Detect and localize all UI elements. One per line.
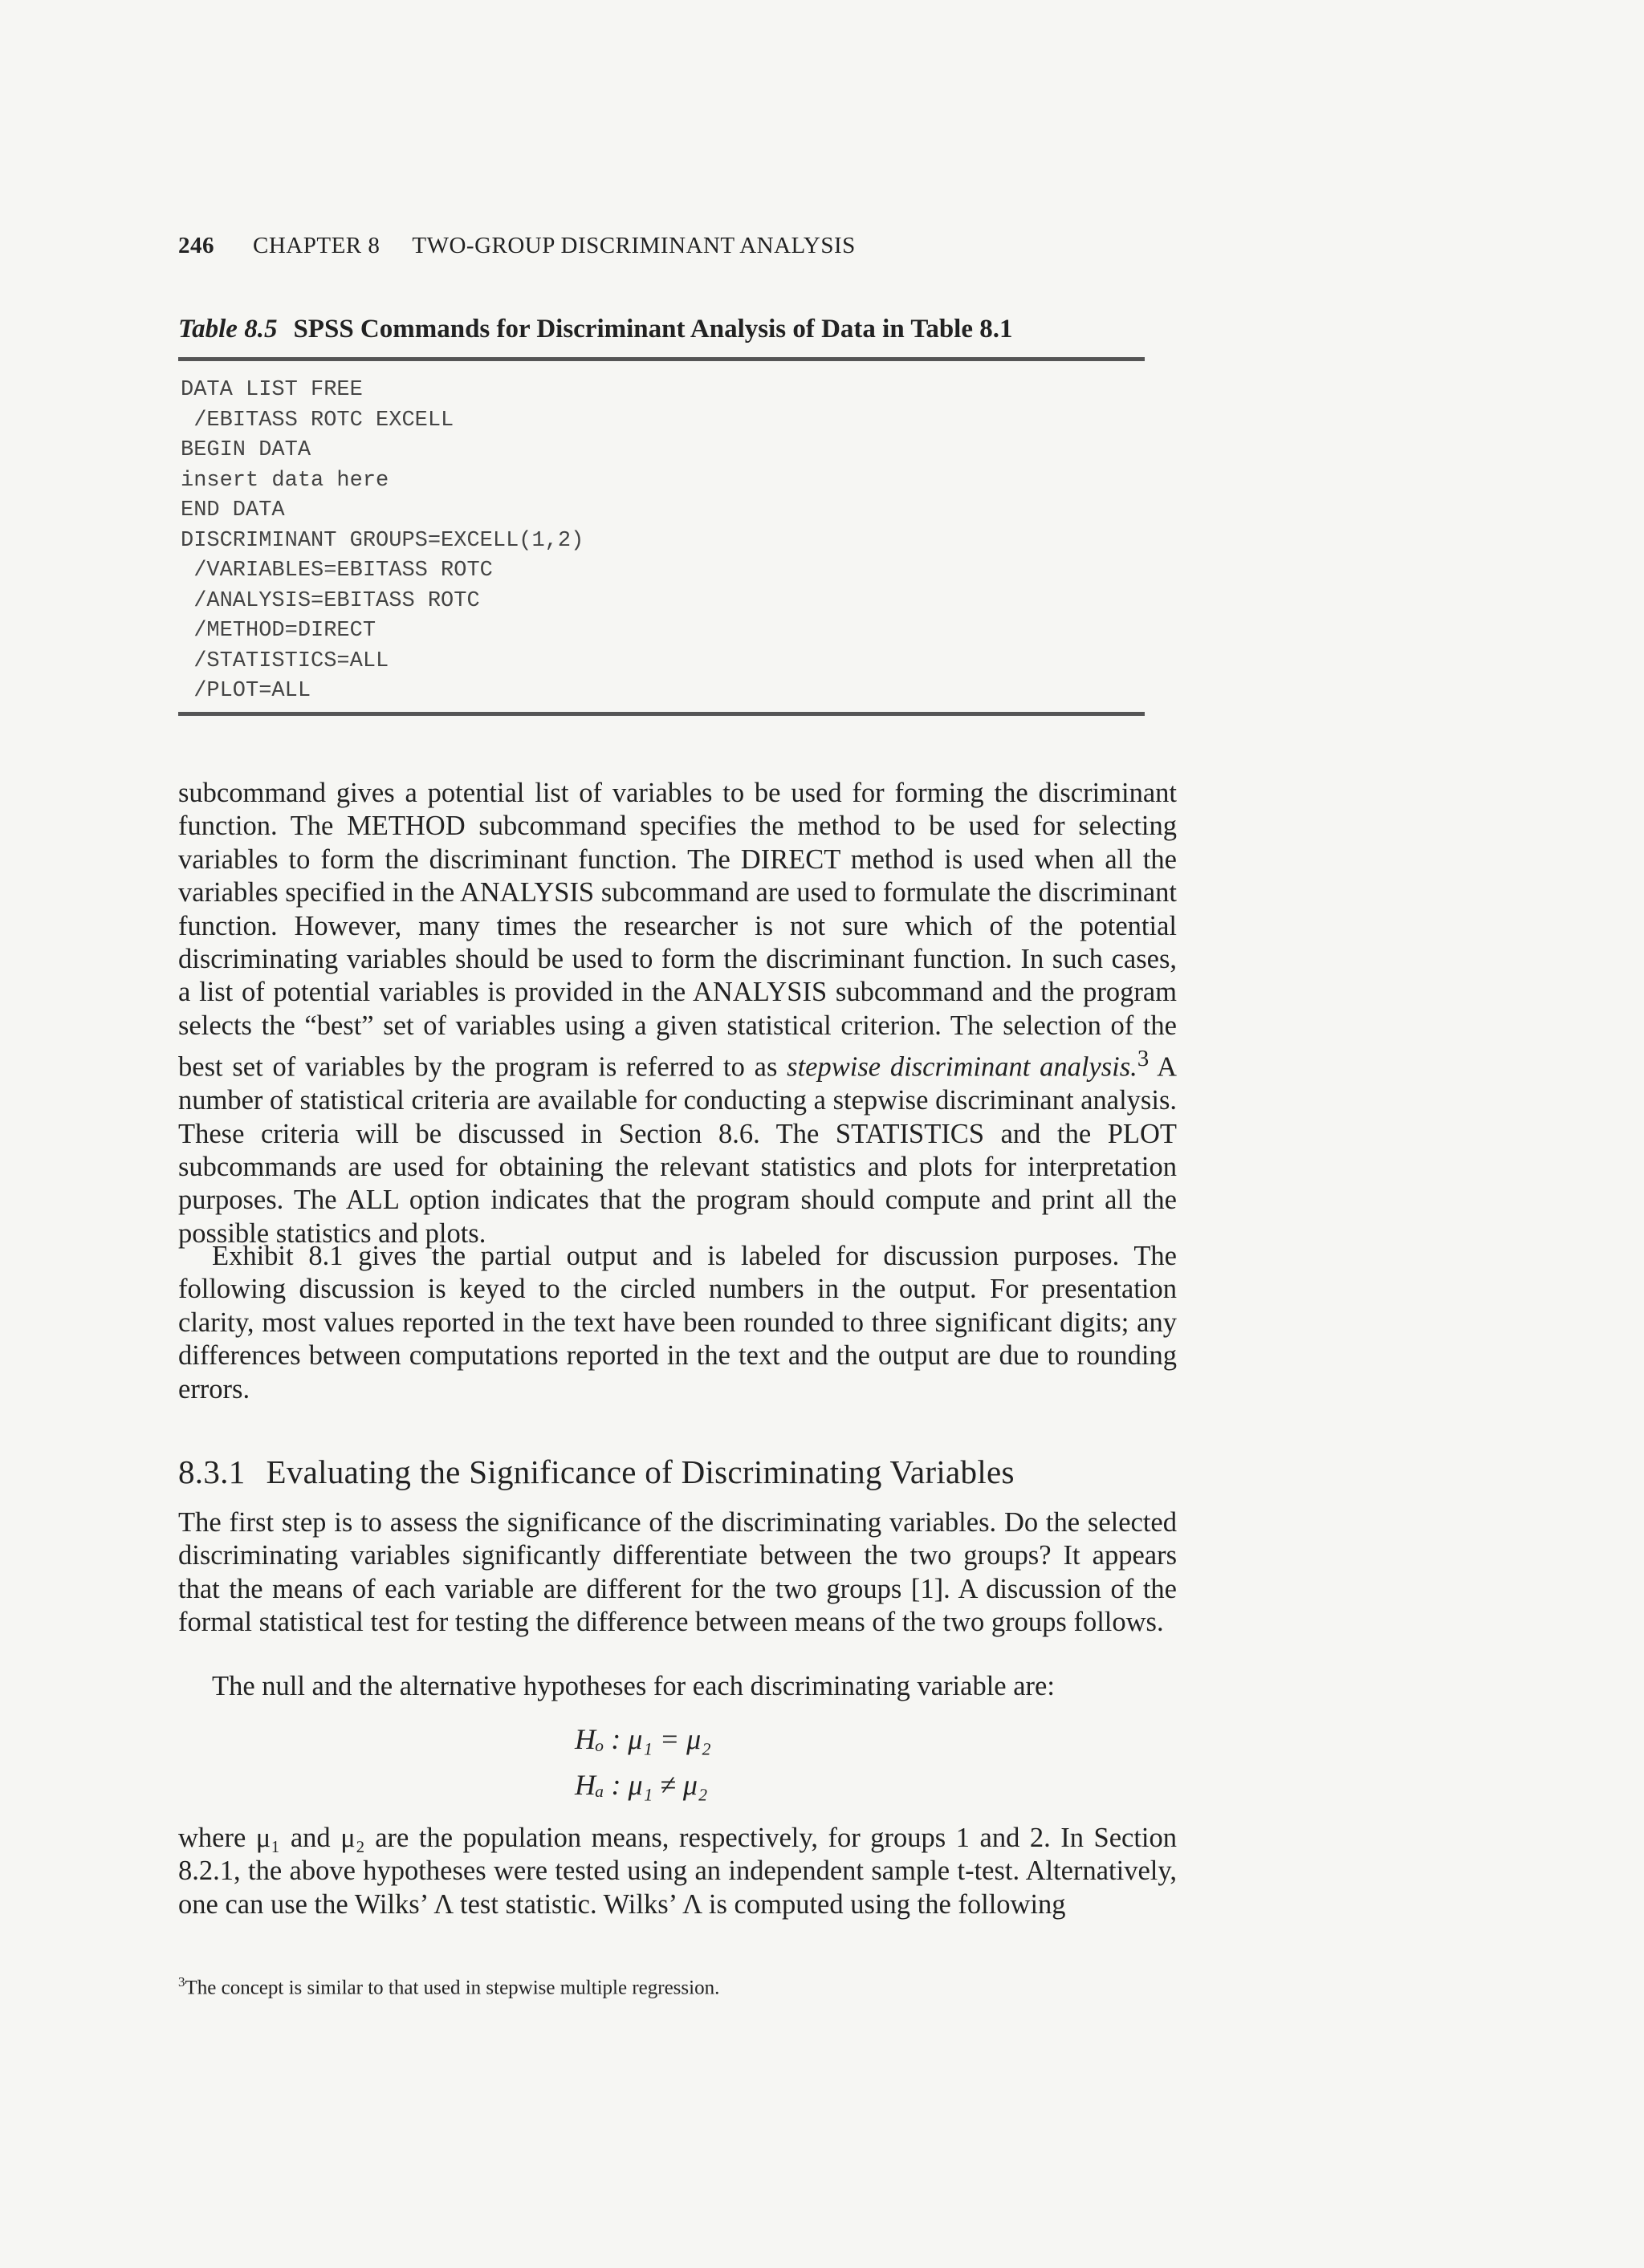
table-title: SPSS Commands for Discriminant Analysis of Data in Table 8.1: [293, 315, 1013, 343]
italic-term: stepwise discriminant analysis.: [787, 1051, 1137, 1083]
page-number: 246: [178, 233, 214, 258]
paragraph-exhibit: Exhibit 8.1 gives the partial output and is labeled for discussion purposes. The following discussion is keyed to the circled numbers in the output. For presentation clarity, most values reported in the text have been rounded to three significant digits; any differences between computations reported in the text and the output are due to rounding errors.: [178, 1241, 1177, 1404]
table-top-rule: [178, 357, 1145, 361]
paragraph-text: subcommand gives a potential list of variables to be used for forming the discriminant function. The METHOD subcommand specifies the method to be used for selecting variables to form the discriminant function. The DIRECT method is used when all the variables specified in the ANALYSIS subcommand are used to formulate the discriminant function. However, many times the researcher is not sure which of the potential discriminating variables should be used to form the discriminant function. In such cases, a list of potential variables is provided in the ANALYSIS subcommand and the program selects the “best” set of variables using a given statistical criterion. The selection of the best set of variables by the program is referred to as: [178, 778, 1177, 1083]
footnote-marker: 3: [178, 1974, 185, 1990]
code-line: /METHOD=DIRECT: [181, 619, 376, 643]
code-line: /STATISTICS=ALL: [181, 648, 389, 673]
footnote-reference: 3: [1137, 1046, 1150, 1072]
code-line: insert data here: [181, 468, 389, 493]
footnote-text: The concept is similar to that used in stepwise multiple regression.: [185, 1977, 720, 1999]
code-line: /ANALYSIS=EBITASS ROTC: [181, 588, 480, 613]
section-title: Evaluating the Significance of Discriminating Variables: [266, 1453, 1015, 1490]
paragraph-text: A number of statistical criteria are available for conducting a stepwise discriminant analysis. These criteria will be discussed in Section 8.6. The STATISTICS and the PLOT subcommands are used for obtaining the relevant statistics and plots for interpretation purposes. The ALL option indicates that the program should compute and print all the possible statistics and plots.: [178, 1051, 1177, 1249]
code-line: /EBITASS ROTC EXCELL: [181, 408, 454, 433]
equation-null-hypothesis: Hₒ : μ₁ = μ₂: [575, 1723, 711, 1755]
code-line: /PLOT=ALL: [181, 679, 311, 703]
table-bottom-rule: [178, 712, 1145, 716]
code-line: END DATA: [181, 498, 285, 522]
table-label: Table 8.5: [178, 315, 278, 343]
code-line: /VARIABLES=EBITASS ROTC: [181, 559, 493, 583]
running-head: [178, 233, 856, 259]
paragraph-first-step: The first step is to assess the significance of the discriminating variables. Do the selected discriminating variables significantly differentiate between the two groups? It appears that the means of each variable are different for the two groups [1]. A discussion of the formal statistical test for testing the difference between means of the two groups follows.: [178, 1507, 1177, 1638]
paragraph-subcommand: [178, 777, 1177, 1250]
code-line: DISCRIMINANT GROUPS=EXCELL(1,2): [181, 528, 584, 553]
section-number: 8.3.1: [178, 1453, 246, 1490]
paragraph-hypotheses: The null and the alternative hypotheses for each discriminating variable are:: [212, 1671, 1055, 1701]
paragraph-population-means: where μ₁ and μ₂ are the population means, respectively, for groups 1 and 2. In Section 8.2.1, the above hypotheses were tested using an independent sample t-test. Alternatively, one can use the Wilks’ Λ test statistic. Wilks’ Λ is computed using the following: [178, 1823, 1177, 1920]
code-line: DATA LIST FREE: [181, 378, 363, 402]
spss-code-block: [181, 376, 584, 707]
footnote: [178, 1974, 719, 1999]
section-heading: [178, 1453, 1015, 1491]
equation-alternative-hypothesis: Hₐ : μ₁ ≠ μ₂: [575, 1769, 708, 1801]
code-line: BEGIN DATA: [181, 438, 311, 462]
chapter-label: CHAPTER 8: [253, 233, 380, 258]
table-caption: [178, 315, 1150, 344]
chapter-title: TWO-GROUP DISCRIMINANT ANALYSIS: [412, 233, 856, 258]
